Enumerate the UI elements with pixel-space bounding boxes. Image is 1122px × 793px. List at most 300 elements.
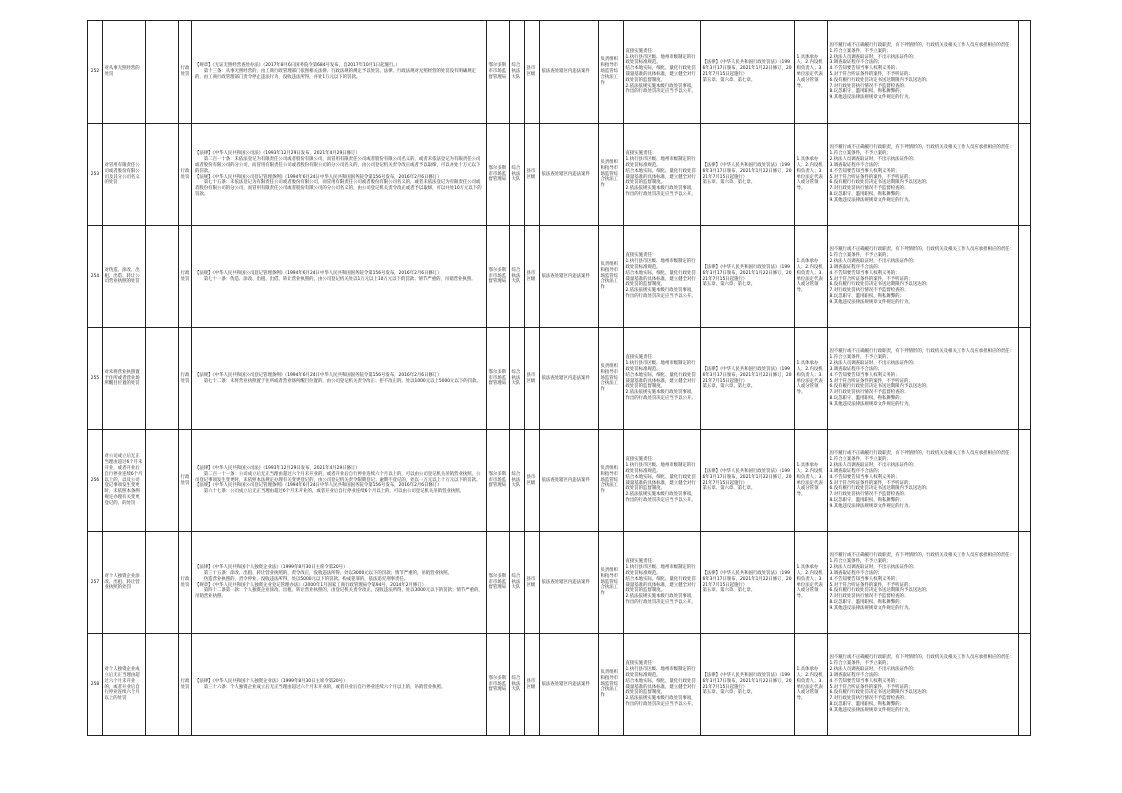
remarks-cell [1019,328,1031,430]
scope-cell [540,328,599,430]
cell-text: 【法律】《中华人民共和国行政处罚法》（1996年3月17日颁布，2021年1月22日修订，2021年7月15日起施行） [702,162,792,180]
cell-text: 负责组织和指导市场监管综合执法工作 [600,669,619,699]
cell-text: 依法查处辖区内违法案件 [541,69,590,75]
cell-text: 258 [90,681,100,687]
paragraph: 3.调查取证程序不合法的； [829,60,882,66]
table-row [88,430,1031,532]
cell-text: 鄂尔多斯市市场监督管理局 [488,63,507,80]
remarks-cell [1019,226,1031,328]
cell-text: 依法查处辖区内违法案件 [541,171,590,177]
paragraph: 7.对行政处罚执行情况不予监督检查的； [829,186,909,192]
paragraph: 【法规】《中华人民共和国公司登记管理条例》（1994年6月24日中华人民共和国国务院令第156号发布，2016年2月6日修订） [195,270,442,276]
duty-basis-cell [701,430,795,532]
cell-text: 252 [90,69,100,75]
paragraph: 因不履行或不正确履行行政职责，有下列情形的，行政机关及相关工作人员应承担相应的责任： [829,349,1014,355]
remarks-cell [1019,532,1031,634]
cell-text: 第五章、第六章、第七章。 [702,588,756,594]
cell-text: 1.具体承办人；2.内设机构负责人；3.单位法定代表人或分管领导。 [796,361,823,396]
responsible-subject-cell [795,328,828,430]
paragraph: 4.不告知要告知当事人权利义务的； [829,372,900,378]
paragraph: 1.执行县市区级、地州市级制定的行政处罚标准规范。 [625,565,696,576]
paragraph: 因不履行或不正确履行行政职责，有下列情形的，行政机关及相关工作人员应承担相应的责任： [829,145,1014,151]
power-type-cell [179,532,192,634]
item-name-cell [103,328,146,430]
power-type-cell [179,124,192,226]
cell-text: 负责组织和指导市场监管综合执法工作 [600,567,619,597]
item-name-cell [103,21,146,124]
row-number-cell [88,328,103,430]
cell-text: 第五章、第六章、第七章。 [702,180,756,186]
paragraph: 8.玩忽职守、滥用职权、徇私舞弊的； [829,701,904,707]
paragraph: 7.对行政处罚执行情况不予监督检查的； [829,83,909,89]
duty-basis-cell [701,634,795,736]
department-cell [487,634,510,736]
cell-text: 255 [90,375,100,381]
paragraph: 结合本地实际，细化、量化行政处罚裁量基准的具体标准，建立健全对行政处罚的监督制度。 [625,474,696,492]
paragraph: 2.执法人员调查取证时，不出示执法证件的； [829,667,918,673]
cell-text: 1.具体承办人；2.内设机构负责人；3.单位法定代表人或分管领导。 [796,259,823,294]
paragraph: 8.玩忽职守、滥用职权、徇私舞弊的； [829,599,904,605]
row-number-cell [88,21,103,124]
paragraph: 直接实施责任： [625,151,657,157]
accountability-cell [828,328,1019,430]
responsible-subject-cell [795,226,828,328]
paragraph: 直接实施责任： [625,559,657,565]
cell-text: 【法律】《中华人民共和国行政处罚法》（1996年3月17日颁布，2021年1月22日修订，2021年7月15日起施行） [702,468,792,486]
paragraph: 9.其他违反法律法规规章文件规定的行为。 [829,299,913,305]
paragraph: 3.调查取证程序不合法的； [829,366,882,372]
paragraph: 1.符合立案条件，不予立案的； [829,151,891,157]
duty-basis-cell [701,124,795,226]
enforcement-unit-cell [510,532,525,634]
duty-basis-cell [701,21,795,124]
paragraph: 8.玩忽职守、滥用职权、徇私舞弊的； [829,293,904,299]
paragraph: 2.依法依规实施本级行政处罚事项，作出的行政处罚决定应当予以公开。 [625,696,696,707]
item-code-cell [146,634,179,736]
cell-text: 【法律】《中华人民共和国行政处罚法》（1996年3月17日颁布，2021年1月22日修订，2021年7月15日起施行） [702,672,792,690]
paragraph: 6.没有履行行政处罚决定书送达期限内予以送达的； [829,180,931,186]
paragraph: 【法规】《中华人民共和国公司登记管理条例》（1994年6月24日中华人民共和国国务院令第156号发布，2016年2月6日修订） [195,483,442,489]
responsible-subject-cell [795,532,828,634]
internal-responsibility-cell [599,226,624,328]
item-code-cell [146,21,179,124]
item-name-cell [103,634,146,736]
cell-text: 对个人独资企业涂改、出租、转让营业执照的处罚 [104,573,140,591]
cell-text: 负责组织和指导市场监管综合执法工作 [600,159,619,189]
paragraph: 6.没有履行行政处罚决定书送达期限内予以送达的； [829,384,931,390]
cell-text: 253 [90,171,100,177]
table-row [88,226,1031,328]
cell-text: 综合执法大队 [511,369,521,387]
enforcement-unit-cell [510,226,525,328]
cell-text: 县市区级 [526,270,536,282]
cell-text: 综合执法大队 [511,675,521,693]
paragraph: 6.没有履行行政处罚决定书送达期限内予以送达的； [829,77,931,83]
paragraph: 第二百一十一条：公司成立后无正当理由超过六个月未开业的，或者开业后自行停业连续六个月以上的，可以由公司登记机关吊销营业执照。公司登记事项发生变更时，未依照本法规定办理有关变更登记的，由公司登记机关责令限期登记；逾期不登记的，处以一万元以上十万元以下的罚款。 [195,471,481,483]
paragraph: 1.符合立案条件，不予立案的； [829,253,891,259]
cell-text: 254 [90,273,100,279]
enforcement-unit-cell [510,328,525,430]
accountability-cell [828,430,1019,532]
paragraph: 6.没有履行行政处罚决定书送达期限内予以送达的； [829,588,931,594]
paragraph: 9.其他违反法律法规规章文件规定的行为。 [829,605,913,611]
legal-basis-cell [192,328,487,430]
paragraph: 3.调查取证程序不合法的； [829,570,882,576]
paragraph: 第三十六条：个人独资企业成立后无正当理由超过六个月未开业的，或者开业后自行停业连续六个月以上的，吊销营业执照。 [195,684,446,690]
remarks-cell [1019,430,1031,532]
cell-text: 257 [90,579,100,585]
cell-text: 1.具体承办人；2.内设机构负责人；3.单位法定代表人或分管领导。 [796,463,823,498]
row-number-cell [88,634,103,736]
item-name-cell [103,226,146,328]
duty-items-cell [624,226,701,328]
paragraph: 2.执法人员调查取证时，不出示执法证件的； [829,54,918,60]
cell-text: 行政处罚 [180,66,190,77]
enforcement-unit-cell [510,21,525,124]
paragraph: 1.符合立案条件，不予立案的； [829,48,891,54]
paragraph: 4.不告知要告知当事人权利义务的； [829,66,900,72]
paragraph: 1.执行县市区级、地州市级制定的行政处罚标准规范。 [625,259,696,270]
cell-text: 县市区级 [526,474,536,486]
paragraph: 4.不告知要告知当事人权利义务的； [829,270,900,276]
paragraph: 9.其他违反法律法规规章文件规定的行为。 [829,401,913,407]
row-number-cell [88,226,103,328]
power-type-cell [179,430,192,532]
enforcement-unit-cell [510,634,525,736]
paragraph: 9.其他违反法律法规规章文件规定的行为。 [829,95,913,101]
internal-responsibility-cell [599,21,624,124]
paragraph: 7.对行政处罚执行情况不予监督检查的； [829,390,909,396]
paragraph: 5.对于符合听证条件的案件，不予听证的； [829,480,913,486]
cell-text: 【法律】《中华人民共和国行政处罚法》（1996年3月17日颁布，2021年1月22日修订，2021年7月15日起施行） [702,366,792,384]
paragraph: 1.符合立案条件，不予立案的； [829,661,891,667]
item-name-cell [103,430,146,532]
paragraph: 2.依法依规实施本级行政处罚事项，作出的行政处罚决定应当予以公开。 [625,594,696,605]
paragraph: 2.依法依规实施本级行政处罚事项，作出的行政处罚决定应当予以公开。 [625,492,696,503]
cell-text: 行政处罚 [180,168,190,180]
paragraph: 8.玩忽职守、滥用职权、徇私舞弊的； [829,191,904,197]
cell-text: 县市区级 [526,66,536,77]
cell-text: 对冒用有限责任公司或者股份有限公司及其分公司名义的处罚 [104,162,140,186]
paragraph: 第四十二条第一款：个人独资企业涂改、出租、转让营业执照的，由登记机关责令改正，没收违法所得，处以3000元以下的罚款；情节严重的，吊销营业执照。 [195,588,483,600]
paragraph: 2.依法依规实施本级行政处罚事项，作出的行政处罚决定应当予以公开。 [625,390,696,401]
cell-text: 【法律】《中华人民共和国行政处罚法》（1996年3月17日颁布，2021年1月22日修订，2021年7月15日起施行） [702,570,792,588]
scope-cell [540,124,599,226]
paragraph: 8.玩忽职守、滥用职权、徇私舞弊的； [829,395,904,401]
duty-basis-cell [701,328,795,430]
scope-cell [540,21,599,124]
level-cell [525,328,540,430]
cell-text: 行政处罚 [180,270,190,282]
paragraph: 直接实施责任： [625,48,657,54]
table-row [88,124,1031,226]
scope-cell [540,532,599,634]
paragraph: 结合本地实际，细化、量化行政处罚裁量基准的具体标准，建立健全对行政处罚的监督制度。 [625,270,696,288]
department-cell [487,124,510,226]
table-body [88,21,1031,736]
accountability-cell [828,226,1019,328]
cell-text: 行政处罚 [180,372,190,384]
paragraph: 结合本地实际，细化、量化行政处罚裁量基准的具体标准，建立健全对行政处罚的监督制度。 [625,372,696,390]
paragraph: 5.对于符合听证条件的案件，不予听证的； [829,174,913,180]
paragraph: 7.对行政处罚执行情况不予监督检查的； [829,492,909,498]
paragraph: 2.依法依规实施本级行政处罚事项，作出的行政处罚决定应当予以公开。 [625,288,696,299]
paragraph: 【规章】《无证无照经营查处办法》（2017年8月6日国务院令第684号发布，自2017年10月1日起施行。） [195,63,400,69]
paragraph: 4.不告知要告知当事人权利义务的； [829,168,900,174]
paragraph: 9.其他违反法律法规规章文件规定的行为。 [829,197,913,203]
paragraph: 【法律】《中华人民共和国公司法》（1993年12月29日发布，2021年4月29日修订） [195,465,360,471]
item-code-cell [146,328,179,430]
paragraph: 2.执法人员调查取证时，不出示执法证件的； [829,463,918,469]
paragraph: 4.不告知要告知当事人权利义务的； [829,474,900,480]
responsible-subject-cell [795,634,828,736]
legal-basis-cell [192,21,487,124]
cell-text: 综合执法大队 [511,165,521,183]
cell-text: 综合执法大队 [511,471,521,489]
paragraph: 直接实施责任： [625,355,657,361]
paragraph: 2.执法人员调查取证时，不出示执法证件的； [829,259,918,265]
paragraph: 5.对于符合听证条件的案件，不予听证的； [829,276,913,282]
department-cell [487,532,510,634]
table-row [88,21,1031,124]
legal-basis-cell [192,430,487,532]
department-cell [487,328,510,430]
paragraph: 结合本地实际，细化、量化行政处罚裁量基准的具体标准，建立健全对行政处罚的监督制度。 [625,66,696,83]
table-row [88,532,1031,634]
paragraph: 3.调查取证程序不合法的； [829,672,882,678]
paragraph: 结合本地实际，细化、量化行政处罚裁量基准的具体标准，建立健全对行政处罚的监督制度。 [625,168,696,186]
paragraph: 直接实施责任： [625,661,657,667]
paragraph: 因不履行或不正确履行行政职责，有下列情形的，行政机关及相关工作人员应承担相应的责任： [829,451,1014,457]
paragraph: 5.对于符合听证条件的案件，不予听证的； [829,378,913,384]
responsible-subject-cell [795,430,828,532]
paragraph: 【法律】《中华人民共和国个人独资企业法》（1999年8月30日主席令第20号） [195,678,348,684]
paragraph: 【法律】《中华人民共和国公司法》（1993年12月29日发布，2021年4月29日修订） [195,151,360,157]
scope-cell [540,430,599,532]
paragraph: 2.执法人员调查取证时，不出示执法证件的； [829,361,918,367]
cell-text: 鄂尔多斯市市场监督管理局 [488,267,507,285]
paragraph: 5.对于符合听证条件的案件，不予听证的； [829,72,913,77]
paragraph: 结合本地实际，细化、量化行政处罚裁量基准的具体标准，建立健全对行政处罚的监督制度。 [625,576,696,594]
department-cell [487,430,510,532]
paragraph: 1.符合立案条件，不予立案的； [829,355,891,361]
paragraph: 1.执行县市区级、地州市级制定的行政处罚标准规范。 [625,463,696,474]
paragraph: 因不履行或不正确履行行政职责，有下列情形的，行政机关及相关工作人员应承担相应的责任： [829,553,1014,559]
duty-items-cell [624,124,701,226]
duty-items-cell [624,328,701,430]
paragraph: 4.不告知要告知当事人权利义务的； [829,678,900,684]
cell-text: 1.具体承办人；2.内设机构负责人；3.单位法定代表人或分管领导。 [796,565,823,600]
power-type-cell [179,21,192,124]
paragraph: 【法律】《中华人民共和国个人独资企业法》（1999年8月30日主席令第20号） [195,565,348,571]
paragraph: 1.执行县市区级、地州市级制定的行政处罚标准规范。 [625,361,696,372]
paragraph: 1.符合立案条件，不予立案的； [829,457,891,463]
duty-items-cell [624,21,701,124]
duty-basis-cell [701,226,795,328]
cell-text: 依法查处辖区内违法案件 [541,477,590,483]
power-type-cell [179,634,192,736]
paragraph: 直接实施责任： [625,457,657,463]
accountability-cell [828,124,1019,226]
row-number-cell [88,124,103,226]
cell-text: 【法律】《中华人民共和国行政处罚法》（1996年3月17日颁布，2021年1月22日修订，2021年7月15日起施行） [702,264,792,282]
paragraph: 第七十五条：未依法登记为有限责任公司或者股份有限公司，而冒用有限责任公司或者股份有限公司名义的，或者未依法登记为有限责任公司或者股份有限公司的分公司，而冒用有限责任公司或者股份有限公司的分公司名义的，由公司登记机关责令改正或者予以取缔，可以并处10万元以下的罚款。 [195,180,482,197]
paragraph: 9.其他违反法律法规规章文件规定的行为。 [829,707,913,713]
paragraph: 2.执法人员调查取证时，不出示执法证件的； [829,565,918,571]
cell-text: 负责组织和指导市场监管综合执法工作 [600,465,619,495]
cell-text: 负责组织和指导市场监管综合执法工作 [600,57,619,86]
paragraph: 5.对于符合听证条件的案件，不予听证的； [829,582,913,588]
cell-text: 1.具体承办人；2.内设机构负责人；3.单位法定代表人或分管领导。 [796,157,823,192]
paragraph: 第十三条：从事无照经营的，由工商行政管理部门依照相关法律、行政法规的规定予以处罚。法律、行政法规对无照经营的处罚没有明确规定的，由工商行政管理部门责令停止违法行为，没收违法所得，并处1万元以下的罚款。 [195,69,477,80]
paragraph: 1.执行县市区级、地州市级制定的行政处罚标准规范。 [625,667,696,678]
remarks-cell [1019,21,1031,124]
paragraph: 6.没有履行行政处罚决定书送达期限内予以送达的； [829,690,931,696]
internal-responsibility-cell [599,430,624,532]
paragraph: 3.调查取证程序不合法的； [829,468,882,474]
cell-text: 鄂尔多斯市市场监督管理局 [488,675,507,693]
cell-text: 对未将营业执照置于住所或者营业场所醒目位置的处罚 [104,369,140,387]
cell-text: 第五章、第六章、第七章。 [702,77,756,83]
scope-cell [540,226,599,328]
level-cell [525,634,540,736]
paragraph: 1.执行县市区级、地州市级制定的行政处罚标准规范。 [625,157,696,168]
cell-text: 对伪造、涂改、出租、出借、转让公司营业执照的处罚 [104,267,140,285]
row-number-cell [88,532,103,634]
cell-text: 行政处罚 [180,474,190,486]
cell-text: 对从事无照经营的处罚 [104,66,140,77]
duty-items-cell [624,634,701,736]
level-cell [525,226,540,328]
responsible-subject-cell [795,21,828,124]
cell-text: 综合执法大队 [511,63,521,80]
paragraph: 【规章】《中华人民共和国个人独资企业登记管理办法》（2000年1月国家工商行政管理局令第94号，2014年2月修订） [195,582,427,588]
cell-text: 256 [90,477,100,483]
cell-text: 综合执法大队 [511,573,521,591]
cell-text: 负责组织和指导市场监管综合执法工作 [600,261,619,291]
paragraph: 3.调查取证程序不合法的； [829,264,882,270]
cell-text: 依法查处辖区内违法案件 [541,579,590,585]
cell-text: 县市区级 [526,678,536,690]
cell-text: 综合执法大队 [511,267,521,285]
duty-items-cell [624,430,701,532]
cell-text: 依法查处辖区内违法案件 [541,273,590,279]
paragraph: 1.执行县市区级、地州市级制定的行政处罚标准规范。 [625,54,696,66]
cell-text: 依法查处辖区内违法案件 [541,375,590,381]
enforcement-unit-cell [510,124,525,226]
paragraph: 第三十五条：涂改、出租、转让营业执照的，责令改正，没收违法所得，处以3000元以下的罚款；情节严重的，吊销营业执照。 [195,570,453,576]
paragraph: 2.依法依规实施本级行政处罚事项，作出的行政处罚决定应当予以公开。 [625,186,696,197]
department-cell [487,21,510,124]
cell-text: 1.具体承办人；2.内设机构负责人；3.单位法定代表人或分管领导。 [796,667,823,702]
duty-basis-cell [701,532,795,634]
level-cell [525,430,540,532]
remarks-cell [1019,124,1031,226]
accountability-cell [828,634,1019,736]
remarks-cell [1019,634,1031,736]
responsible-subject-cell [795,124,828,226]
cell-text: 1.具体承办人；2.内设机构负责人；3.单位法定代表人或分管领导。 [796,54,823,89]
cell-text: 鄂尔多斯市市场监督管理局 [488,165,507,183]
accountability-cell [828,532,1019,634]
enforcement-unit-cell [510,430,525,532]
paragraph: 【法规】《中华人民共和国公司登记管理条例》（1994年6月24日中华人民共和国国务院令第156号发布，2016年2月6日修订） [195,174,442,180]
cell-text: 行政处罚 [180,576,190,588]
department-cell [487,226,510,328]
cell-text: 对个人独资企业成立后无正当理由超过六个月未开业的，或者开业后自行停业连续六个月以上的处罚 [104,667,140,702]
level-cell [525,532,540,634]
cell-text: 第五章、第六章、第七章。 [702,690,756,696]
internal-responsibility-cell [599,124,624,226]
table-row [88,328,1031,430]
internal-responsibility-cell [599,634,624,736]
paragraph: 7.对行政处罚执行情况不予监督检查的； [829,288,909,294]
paragraph: 7.对行政处罚执行情况不予监督检查的； [829,696,909,702]
paragraph: 1.符合立案条件，不予立案的； [829,559,891,565]
cell-text: 县市区级 [526,168,536,180]
cell-text: 第五章、第六章、第七章。 [702,282,756,288]
paragraph: 因不履行或不正确履行行政职责，有下列情形的，行政机关及相关工作人员应承担相应的责任： [829,42,1014,48]
internal-responsibility-cell [599,532,624,634]
paragraph: 7.对行政处罚执行情况不予监督检查的； [829,594,909,600]
paragraph: 伪造营业执照的，责令停业，没收违法所得，处以5000元以下的罚款。构成犯罪的，依法追究刑事责任。 [195,576,409,582]
power-list-table [87,20,1031,736]
duty-items-cell [624,532,701,634]
cell-text: 鄂尔多斯市市场监督管理局 [488,369,507,387]
cell-text: 鄂尔多斯市市场监督管理局 [488,471,507,489]
item-name-cell [103,532,146,634]
legal-basis-cell [192,226,487,328]
paragraph: 第七十一条：伪造、涂改、出租、出借、转让营业执照的，由公司登记机关处以1万元以上10万元以下的罚款；情节严重的，吊销营业执照。 [195,276,476,282]
level-cell [525,124,540,226]
paragraph: 2.执法人员调查取证时，不出示执法证件的； [829,157,918,163]
paragraph: 4.不告知要告知当事人权利义务的； [829,576,900,582]
legal-basis-cell [192,124,487,226]
power-type-cell [179,226,192,328]
paragraph: 8.玩忽职守、滥用职权、徇私舞弊的； [829,497,904,503]
cell-text: 第五章、第六章、第七章。 [702,384,756,390]
item-name-cell [103,124,146,226]
cell-text: 行政处罚 [180,678,190,690]
scope-cell [540,634,599,736]
paragraph: 6.没有履行行政处罚决定书送达期限内予以送达的； [829,486,931,492]
table-row [88,634,1031,736]
cell-text: 负责组织和指导市场监管综合执法工作 [600,363,619,393]
paragraph: 结合本地实际，细化、量化行政处罚裁量基准的具体标准，建立健全对行政处罚的监督制度。 [625,678,696,696]
cell-text: 依法查处辖区内违法案件 [541,681,590,687]
paragraph: 第六十七条：公司成立后无正当理由超过6个月未开业的，或者开业后自行停业连续6个月以上的，可以由公司登记机关吊销营业执照。 [195,489,465,495]
paragraph: 5.对于符合听证条件的案件，不予听证的； [829,684,913,690]
cell-text: 鄂尔多斯市市场监督管理局 [488,573,507,591]
accountability-cell [828,21,1019,124]
paragraph: 2.依法依规实施本级行政处罚事项，作出的行政处罚决定应当予以公开。 [625,83,696,95]
paragraph: 【法规】《中华人民共和国公司登记管理条例》（1994年6月24日中华人民共和国国务院令第156号发布，2016年2月6日修订） [195,372,442,378]
paragraph: 3.调查取证程序不合法的； [829,162,882,168]
item-code-cell [146,532,179,634]
cell-text: 县市区级 [526,576,536,588]
power-type-cell [179,328,192,430]
row-number-cell [88,430,103,532]
item-code-cell [146,124,179,226]
cell-text: 县市区级 [526,372,536,384]
item-code-cell [146,430,179,532]
cell-text: 第五章、第六章、第七章。 [702,486,756,492]
paragraph: 9.其他违反法律法规规章文件规定的行为。 [829,503,913,509]
paragraph: 第二百一十条：未依法登记为有限责任公司或者股份有限公司，而冒用有限责任公司或者股份有限公司名义的，或者未依法登记为有限责任公司或者股份有限公司的分公司，而冒用有限责任公司或者股份有限公司的分公司名义的，由公司登记机关责令改正或者予以取缔，可以并处十万元以下的罚款。 [195,157,481,174]
paragraph: 6.没有履行行政处罚决定书送达期限内予以送达的； [829,282,931,288]
level-cell [525,21,540,124]
cell-text: 【法律】《中华人民共和国行政处罚法》（1996年3月17日颁布，2021年1月22日修订，2021年7月15日起施行） [702,60,792,77]
